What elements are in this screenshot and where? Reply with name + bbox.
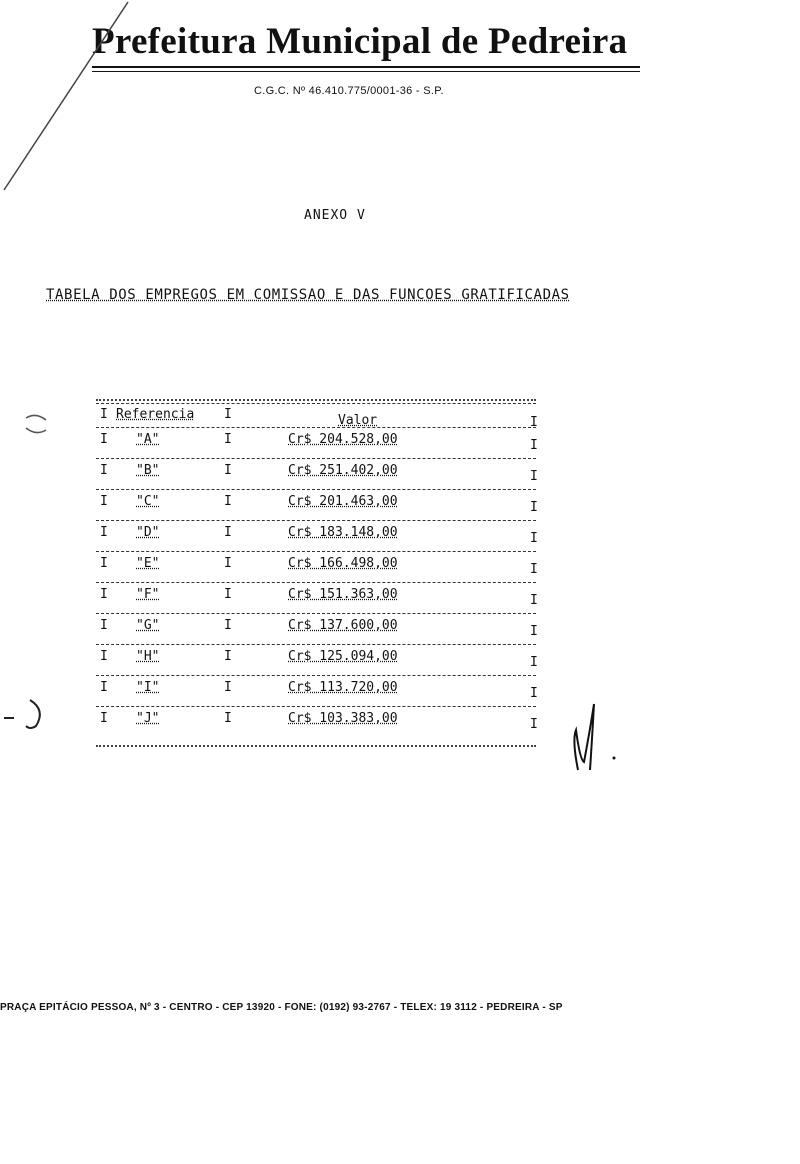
row-sep-right: I xyxy=(530,686,538,701)
row-value: Cr$ 204.528,00 xyxy=(288,432,398,447)
annex-label: ANEXO V xyxy=(304,208,366,223)
row-sep-right: I xyxy=(530,717,538,732)
row-sep-mid: I xyxy=(224,618,232,633)
row-sep-right: I xyxy=(530,531,538,546)
row-divider xyxy=(96,427,536,428)
row-divider xyxy=(96,520,536,521)
row-sep-left: I xyxy=(100,556,108,571)
table-title: TABELA DOS EMPREGOS EM COMISSAO E DAS FUNCOES GRATIFICADAS xyxy=(46,287,570,303)
row-divider xyxy=(96,613,536,614)
row-sep-left: I xyxy=(100,711,108,726)
signature-mark xyxy=(568,700,628,780)
row-value: Cr$ 183.148,00 xyxy=(288,525,398,540)
header-sep-left: I xyxy=(100,407,108,422)
row-sep-mid: I xyxy=(224,556,232,571)
row-value: Cr$ 166.498,00 xyxy=(288,556,398,571)
row-reference: "H" xyxy=(136,649,160,664)
row-reference: "B" xyxy=(136,463,160,478)
row-value: Cr$ 103.383,00 xyxy=(288,711,398,726)
row-sep-right: I xyxy=(530,624,538,639)
punch-hole-mark xyxy=(22,410,52,440)
row-sep-left: I xyxy=(100,525,108,540)
row-sep-left: I xyxy=(100,587,108,602)
cgc-line: C.G.C. Nº 46.410.775/0001-36 - S.P. xyxy=(254,85,444,97)
row-sep-mid: I xyxy=(224,587,232,602)
punch-hole-mark-2 xyxy=(0,696,50,732)
row-value: Cr$ 137.600,00 xyxy=(288,618,398,633)
row-sep-mid: I xyxy=(224,432,232,447)
row-divider xyxy=(96,644,536,645)
row-sep-mid: I xyxy=(224,494,232,509)
row-divider xyxy=(96,706,536,707)
row-sep-right: I xyxy=(530,500,538,515)
header-sep-mid: I xyxy=(224,407,232,422)
table-bottom-rule xyxy=(96,745,536,747)
row-sep-mid: I xyxy=(224,525,232,540)
row-divider xyxy=(96,458,536,459)
row-reference: "C" xyxy=(136,494,160,509)
row-value: Cr$ 113.720,00 xyxy=(288,680,398,695)
row-value: Cr$ 251.402,00 xyxy=(288,463,398,478)
row-reference: "E" xyxy=(136,556,160,571)
header-rule xyxy=(92,66,640,68)
header-value: Valor xyxy=(338,413,378,428)
scan-line-artifact xyxy=(0,0,140,200)
row-sep-left: I xyxy=(100,432,108,447)
header-sep-right: I xyxy=(530,415,538,430)
row-sep-mid: I xyxy=(224,463,232,478)
row-sep-left: I xyxy=(100,649,108,664)
row-sep-left: I xyxy=(100,494,108,509)
row-sep-mid: I xyxy=(224,711,232,726)
row-sep-mid: I xyxy=(224,649,232,664)
row-sep-right: I xyxy=(530,593,538,608)
row-reference: "A" xyxy=(136,432,160,447)
row-sep-left: I xyxy=(100,618,108,633)
row-divider xyxy=(96,582,536,583)
page-title: Prefeitura Municipal de Pedreira xyxy=(92,21,628,62)
row-value: Cr$ 125.094,00 xyxy=(288,649,398,664)
row-value: Cr$ 151.363,00 xyxy=(288,587,398,602)
row-sep-right: I xyxy=(530,438,538,453)
row-sep-left: I xyxy=(100,680,108,695)
row-reference: "F" xyxy=(136,587,160,602)
row-divider xyxy=(96,489,536,490)
footer-address: PRAÇA EPITÁCIO PESSOA, Nº 3 - CENTRO - CEP 13920 - FONE: (0192) 93-2767 - TELEX: 19 3112 - PEDREIRA - SP xyxy=(0,1002,563,1013)
row-reference: "J" xyxy=(136,711,160,726)
row-sep-right: I xyxy=(530,655,538,670)
header-reference: Referencia xyxy=(116,407,195,422)
row-divider xyxy=(96,675,536,676)
row-value: Cr$ 201.463,00 xyxy=(288,494,398,509)
header-rule-thin xyxy=(92,71,640,72)
row-sep-right: I xyxy=(530,469,538,484)
row-sep-mid: I xyxy=(224,680,232,695)
row-reference: "D" xyxy=(136,525,160,540)
row-divider xyxy=(96,551,536,552)
row-reference: "I" xyxy=(136,680,160,695)
row-sep-left: I xyxy=(100,463,108,478)
row-sep-right: I xyxy=(530,562,538,577)
row-reference: "G" xyxy=(136,618,160,633)
